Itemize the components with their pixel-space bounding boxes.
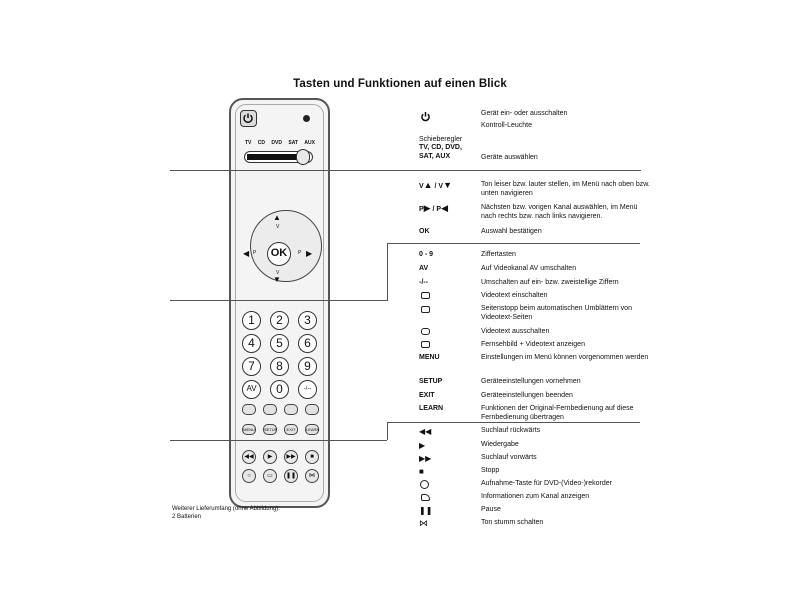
- footnote: [172, 505, 280, 521]
- legend-key-slider-2: TV, CD, DVD,: [419, 144, 462, 151]
- legend-desc-info: Informationen zum Kanal anzeigen: [481, 493, 590, 500]
- teletext-off-key: [284, 404, 298, 415]
- digit-4-button: 4: [242, 334, 261, 353]
- power-icon: [420, 111, 431, 122]
- device-label-cd: CD: [257, 140, 266, 146]
- record-key: ○: [242, 469, 256, 483]
- dpad-v-label-top: V: [276, 224, 280, 230]
- dpad-p-label-left: P: [253, 250, 257, 256]
- teletext-mix-icon: [421, 341, 430, 348]
- mute-icon: ⋈: [419, 518, 428, 528]
- record-icon: [420, 480, 429, 489]
- teletext-off-icon: [421, 328, 430, 335]
- legend-desc-prog: Nächsten bzw. vorigen Kanal auswählen, im Menü nach rechts bzw. nach links navigieren.: [481, 204, 638, 220]
- rewind-icon: ◀◀: [419, 427, 432, 436]
- legend-key-prog: [419, 204, 448, 214]
- dash-button: -/--: [298, 380, 317, 399]
- legend-key-prog-p2: / P: [432, 206, 442, 213]
- legend-key-slider-3: SAT, AUX: [419, 153, 451, 160]
- stop-icon: ■: [419, 467, 424, 476]
- digit-7-button: 7: [242, 357, 261, 376]
- legend-key-digits: 0 - 9: [419, 251, 434, 258]
- legend-desc-setup: Geräteeinstellungen vornehmen: [481, 378, 581, 385]
- vol-up-arrow-icon: ▲: [273, 213, 281, 222]
- setup-key: SETUP: [263, 424, 277, 435]
- leader-line-3v: [387, 422, 388, 440]
- digit-5-button: 5: [270, 334, 289, 353]
- teletext-mix-key: [305, 404, 319, 415]
- vol-down-icon: ▼: [443, 180, 453, 190]
- legend-desc-stop: Stopp: [481, 467, 500, 474]
- control-led: [303, 115, 310, 122]
- learn-key: LEARN: [305, 424, 319, 435]
- play-key: ▶: [263, 450, 277, 464]
- digit-0-button: 0: [270, 380, 289, 399]
- legend-desc-tt-off: Videotext ausschalten: [481, 328, 550, 335]
- legend-key-setup: SETUP: [419, 378, 443, 385]
- legend-desc-pause: Pause: [481, 506, 501, 513]
- device-labels: [245, 140, 315, 146]
- vol-up-icon: ▲: [423, 180, 433, 190]
- footnote-line-2: 2 Batterien: [172, 514, 202, 520]
- teletext-hold-icon: [421, 306, 430, 313]
- dpad-v-label-bottom: V: [276, 270, 280, 276]
- legend-desc-led: Kontroll-Leuchte: [481, 122, 532, 129]
- digit-6-button: 6: [298, 334, 317, 353]
- legend-desc-tt-on: Videotext einschalten: [481, 292, 548, 299]
- device-label-dvd: DVD: [271, 140, 282, 146]
- teletext-icon: [421, 292, 430, 299]
- fast-forward-key: ▶▶: [284, 450, 298, 464]
- footnote-line-1: Weiterer Lieferumfang (ohne Abbildung):: [172, 506, 280, 512]
- legend-key-exit: EXIT: [419, 392, 435, 399]
- digit-1-button: 1: [242, 311, 261, 330]
- info-key: ▭: [263, 469, 277, 483]
- legend-desc-rew: Suchlauf rückwärts: [481, 427, 541, 434]
- power-icon: [241, 111, 255, 125]
- digit-8-button: 8: [270, 357, 289, 376]
- teletext-on-key: [242, 404, 256, 415]
- device-label-sat: SAT: [288, 140, 298, 146]
- legend-key-av: AV: [419, 265, 429, 272]
- legend-key-slider-1: Schieberegler: [419, 136, 463, 143]
- device-slider-fill: [247, 154, 299, 160]
- dpad-p-label-right: P: [298, 250, 302, 256]
- legend-desc-power: Gerät ein- oder ausschalten: [481, 110, 568, 117]
- legend-key-prog-p1: P: [419, 206, 424, 213]
- av-button: AV: [242, 380, 261, 399]
- leader-line-2: [170, 300, 387, 301]
- device-slider-knob: [296, 149, 310, 165]
- leader-line-2v: [387, 243, 388, 301]
- legend-key-dash: -/--: [419, 279, 428, 286]
- legend-desc-ffw: Suchlauf vorwärts: [481, 454, 537, 461]
- legend-desc-rec: Aufnahme-Taste für DVD-(Video-)rekorder: [481, 480, 612, 487]
- prog-left-icon: ◀: [441, 203, 449, 213]
- leader-line-2b: [387, 243, 640, 244]
- device-label-aux: AUX: [304, 140, 315, 146]
- pause-icon: ❚❚: [419, 506, 433, 515]
- legend-desc-slider: Geräte auswählen: [481, 154, 538, 161]
- legend-key-ok: OK: [419, 228, 430, 235]
- pause-key: ❚❚: [284, 469, 298, 483]
- legend-desc-ok: Auswahl bestätigen: [481, 228, 542, 235]
- legend-desc-digits: Ziffertasten: [481, 251, 516, 258]
- prog-right-icon: ▶: [423, 203, 431, 213]
- leader-line-1b: [388, 170, 641, 171]
- remote-power-button: [240, 110, 257, 127]
- digit-9-button: 9: [298, 357, 317, 376]
- digit-2-button: 2: [270, 311, 289, 330]
- menu-key: MENU: [242, 424, 256, 435]
- page-title: Tasten und Funktionen auf einen Blick: [293, 78, 507, 90]
- legend-desc-exit: Geräteeinstellungen beenden: [481, 392, 573, 399]
- teletext-hold-key: [263, 404, 277, 415]
- legend-desc-play: Wiedergabe: [481, 441, 519, 448]
- legend-desc-learn: Funktionen der Original-Fernbedienung auf diese Fernbedienung übertragen: [481, 405, 634, 421]
- leader-line-3b: [387, 422, 640, 423]
- device-label-tv: TV: [245, 140, 252, 146]
- leader-line-1: [170, 170, 388, 171]
- legend-desc-tt-hold: Seitenstopp beim automatischen Umblättern von Videotext-Seiten: [481, 305, 632, 321]
- legend-desc-vol: Ton leiser bzw. lauter stellen, im Menü nach oben bzw. unten navigieren: [481, 181, 650, 197]
- legend-key-vol: [419, 181, 452, 191]
- prog-left-arrow-icon: ◀: [243, 249, 250, 258]
- play-icon: ▶: [419, 441, 426, 450]
- leader-line-3: [170, 440, 387, 441]
- legend-key-learn: LEARN: [419, 405, 444, 412]
- legend-desc-tt-mix: Fernsehbild + Videotext anzeigen: [481, 341, 585, 348]
- vol-down-arrow-icon: ▼: [273, 275, 281, 284]
- mute-key: ⋈: [305, 469, 319, 483]
- digit-3-button: 3: [298, 311, 317, 330]
- exit-key: EXIT: [284, 424, 298, 435]
- rewind-key: ◀◀: [242, 450, 256, 464]
- legend-desc-mute: Ton stumm schalten: [481, 519, 544, 526]
- stop-key: ■: [305, 450, 319, 464]
- legend-desc-dash: Umschalten auf ein- bzw. zweistellige Ziffern: [481, 279, 619, 286]
- legend-desc-av: Auf Videokanal AV umschalten: [481, 265, 577, 272]
- info-icon: [421, 494, 430, 501]
- legend-key-vol-v1: V: [419, 183, 424, 190]
- legend-key-vol-v2: / V: [434, 183, 444, 190]
- ok-button: OK: [267, 242, 291, 266]
- fast-forward-icon: ▶▶: [419, 454, 432, 463]
- prog-right-arrow-icon: ▶: [306, 249, 313, 258]
- legend-key-menu: MENU: [419, 354, 440, 361]
- legend-desc-menu: Einstellungen im Menü können vorgenommen werden: [481, 354, 649, 361]
